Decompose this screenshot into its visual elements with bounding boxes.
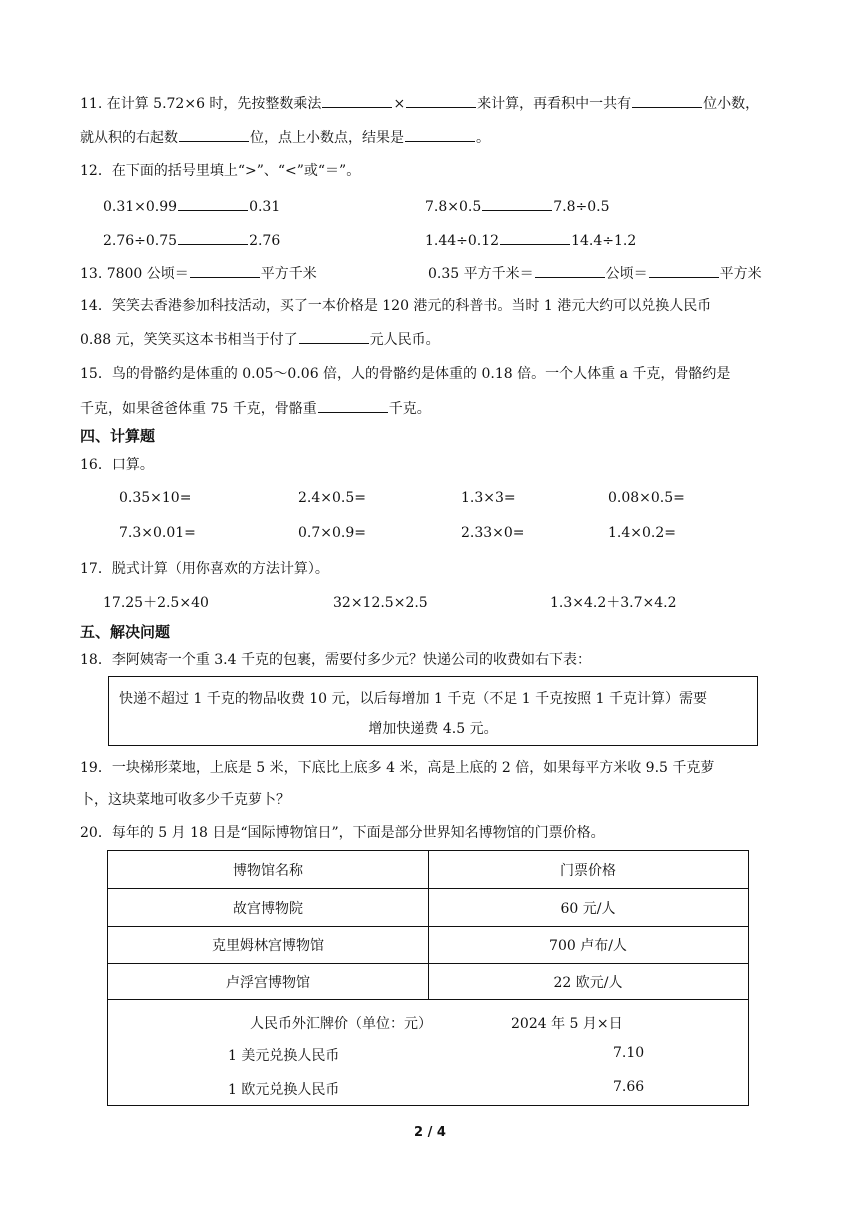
- blank[interactable]: [190, 262, 260, 278]
- q16-item: 0.7×0.9=: [298, 525, 366, 541]
- q13-part2: [428, 262, 762, 284]
- q17-title: 17．脱式计算（用你喜欢的方法计算）。: [80, 561, 329, 577]
- q18-title: 18．李阿姨寄一个重 3.4 千克的包裹，需要付多少元？快递公司的收费如右下表：: [80, 652, 591, 668]
- q12-left: 1.44÷0.12: [425, 233, 500, 249]
- table-row: [108, 964, 748, 1000]
- fx-label: 1 欧元兑换人民币: [228, 1082, 340, 1098]
- q13-text: 13. 7800 公顷＝: [80, 266, 189, 282]
- blank[interactable]: [178, 229, 248, 245]
- q14-line1: 14．笑笑去香港参加科技活动，买了一本价格是 120 港元的科普书。当时 1 港元大约可以兑换人民币: [80, 298, 712, 314]
- q19-line1: 19．一块梯形菜地，上底是 5 米，下底比上底多 4 米，高是上底的 2 倍，如果每平方米收 9.5 千克萝: [80, 760, 715, 776]
- q13-text: 平方千米: [260, 266, 317, 282]
- blank[interactable]: [318, 397, 388, 413]
- blank[interactable]: [535, 262, 605, 278]
- blank[interactable]: [500, 229, 570, 245]
- q18-fee-line1: 快递不超过 1 千克的物品收费 10 元，以后每增加 1 千克（不足 1 千克按照 1 千克计算）需要: [119, 691, 707, 707]
- q11-line1: [80, 92, 759, 114]
- q18-fee-box: [108, 676, 758, 746]
- q15-line1: 15．鸟的骨骼约是体重的 0.05～0.06 倍，人的骨骼约是体重的 0.18 倍。一个人体重 a 千克，骨骼约是: [80, 366, 731, 382]
- fx-label: 1 美元兑换人民币: [228, 1048, 340, 1064]
- q12-item: [425, 229, 636, 251]
- q12-item: [103, 195, 280, 217]
- q19-line2: 卜，这块菜地可收多少千克萝卜？: [80, 792, 290, 808]
- table-cell: 卢浮宫博物馆: [108, 964, 429, 999]
- q15-text: 千克。: [388, 401, 431, 417]
- blank[interactable]: [178, 195, 248, 211]
- fx-rate: 7.66: [613, 1079, 645, 1095]
- table-cell: 700 卢布/人: [549, 938, 627, 954]
- blank[interactable]: [649, 262, 719, 278]
- q16-item: 1.3×3=: [461, 490, 516, 506]
- page-number: 2 / 4: [414, 1125, 446, 1140]
- q11-text: 位小数，: [703, 96, 760, 112]
- q17-item: 32×12.5×2.5: [333, 595, 428, 611]
- fx-rate: 7.10: [613, 1045, 645, 1061]
- blank[interactable]: [482, 195, 552, 211]
- q12-item: [103, 229, 280, 251]
- section-heading-calc: 四、计算题: [80, 427, 156, 445]
- q17-item: 1.3×4.2＋3.7×4.2: [550, 595, 677, 611]
- q16-item: 2.33×0=: [461, 525, 525, 541]
- q12-title: 12．在下面的括号里填上“>”、“<”或“＝”。: [80, 163, 361, 179]
- blank[interactable]: [406, 92, 476, 108]
- table-cell: 22 欧元/人: [553, 974, 623, 991]
- blank[interactable]: [322, 92, 392, 108]
- q16-item: 2.4×0.5=: [298, 490, 366, 506]
- q11-text: 。: [476, 130, 490, 146]
- q16-item: 0.35×10=: [119, 490, 192, 506]
- q13-text: 平方米: [719, 266, 762, 282]
- q11-text: 11. 在计算 5.72×6 时，先按整数乘法: [80, 96, 322, 112]
- table-row: [108, 889, 748, 927]
- q11-line2: [80, 126, 490, 148]
- fx-title: 人民币外汇牌价（单位：元）: [250, 1016, 432, 1032]
- table-cell: 60 元/人: [560, 900, 616, 917]
- q12-right: 2.76: [249, 233, 281, 249]
- q20-title: 20．每年的 5 月 18 日是“国际博物馆日”，下面是部分世界知名博物馆的门票价格。: [80, 825, 605, 841]
- q16-item: 7.3×0.01=: [119, 525, 196, 541]
- q18-fee-line2: 增加快递费 4.5 元。: [368, 721, 498, 737]
- section-heading-solve: 五、解决问题: [80, 623, 171, 641]
- q11-text: 就从积的右起数: [80, 130, 178, 146]
- table-header-row: [108, 851, 748, 889]
- q14-text: 0.88 元，笑笑买这本书相当于付了: [80, 332, 298, 348]
- q11-text: ×: [393, 96, 406, 112]
- table-header-cell: 博物馆名称: [108, 851, 429, 888]
- q12-right: 14.4÷1.2: [571, 233, 637, 249]
- q17-item: 17.25＋2.5×40: [103, 595, 209, 611]
- blank[interactable]: [405, 126, 475, 142]
- q15-text: 千克，如果爸爸体重 75 千克，骨骼重: [80, 401, 317, 417]
- q12-left: 7.8×0.5: [425, 199, 482, 215]
- fx-date: 2024 年 5 月×日: [511, 1016, 623, 1032]
- table-row: [108, 927, 748, 964]
- q16-title: 16．口算。: [80, 457, 154, 473]
- q11-text: 来计算，再看积中一共有: [477, 96, 632, 112]
- q15-line2: [80, 397, 431, 419]
- q12-left: 2.76÷0.75: [103, 233, 178, 249]
- q13-text: 0.35 平方千米＝: [428, 266, 534, 282]
- q12-left: 0.31×0.99: [103, 199, 178, 215]
- q16-item: 1.4×0.2=: [608, 525, 676, 541]
- q13-text: 公顷＝: [605, 266, 648, 282]
- blank[interactable]: [179, 126, 249, 142]
- q13-part1: [80, 262, 317, 284]
- q16-item: 0.08×0.5=: [608, 490, 685, 506]
- q14-text: 元人民币。: [369, 332, 440, 348]
- blank[interactable]: [299, 328, 369, 344]
- q12-right: 7.8÷0.5: [553, 199, 610, 215]
- museum-price-table: [107, 850, 749, 1106]
- blank[interactable]: [632, 92, 702, 108]
- q12-right: 0.31: [249, 199, 281, 215]
- table-cell: 克里姆林宫博物馆: [108, 927, 429, 963]
- q11-text: 位，点上小数点，结果是: [250, 130, 404, 146]
- q14-line2: [80, 328, 440, 350]
- table-cell: 故宫博物院: [108, 889, 429, 926]
- q12-item: [425, 195, 610, 217]
- table-header-cell: 门票价格: [560, 862, 616, 879]
